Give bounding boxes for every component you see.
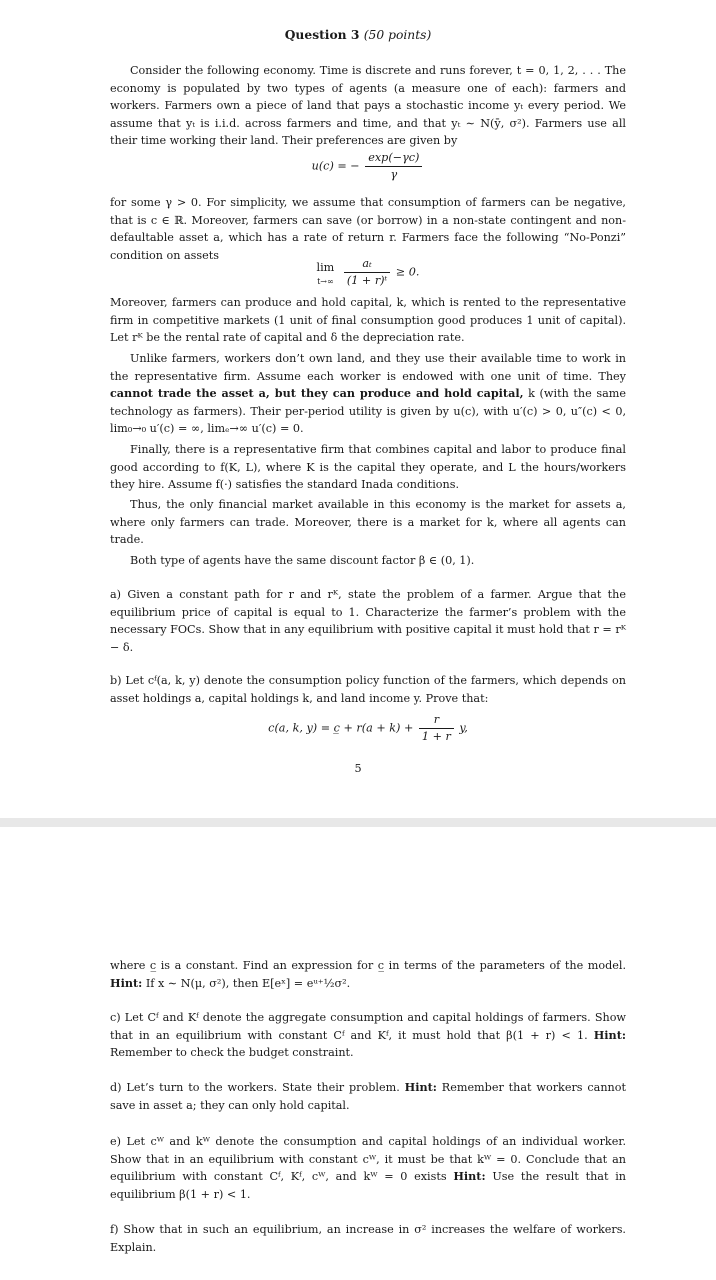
question-title [0, 26, 716, 45]
part-a: a) Given a constant path for r and rᴷ, state the problem of a farmer. Argue that the equilibrium price of capital is equal to 1. Characterize the farmer’s problem with the necessary FOCs. Show that in any equilibrium with positive capital it must hold that r = rᴷ − δ. [110, 588, 626, 654]
paragraph-markets: Thus, the only financial market available in this economy is the market for assets a, where only farmers can trade. Moreover, there is a market for k, where all agents can trade. [110, 498, 626, 547]
equation-utility [110, 150, 626, 183]
part-e-hint: Use the result that in equilibrium β(1 + r) < 1. [110, 1170, 626, 1201]
paragraph-discount: Both type of agents have the same discount factor β ∈ (0, 1). [130, 554, 475, 567]
page-separator [0, 818, 716, 827]
equation-consumption-numerator: r [419, 712, 454, 729]
part-d-hint: Remember that workers cannot save in asset a; they can only hold capital. [110, 1081, 626, 1112]
part-d [110, 1079, 626, 1114]
equation-consumption [110, 712, 626, 745]
page-2 [0, 827, 716, 1280]
equation-no-ponzi-rhs: ≥ 0. [395, 265, 420, 279]
paragraph-assets: for some γ > 0. For simplicity, we assume that consumption of farmers can be negative, that is c ∈ ℝ. Moreover, farmers can save (or borrow) in a non-state contingent and non-defaultable asset a, which has a rate of return r. Farmers face the following “No-Ponzi” condition on assets [110, 196, 626, 262]
limit-operator [317, 259, 335, 286]
equation-utility-lhs: u(c) = − [311, 159, 360, 173]
paragraph-workers-a: Unlike farmers, workers don’t own land, and they use their available time to work in the representative firm. Assume each worker is endowed with one unit of time. They [110, 352, 626, 383]
question-title-main: Question 3 [284, 27, 360, 42]
equation-consumption-denominator: 1 + r [421, 730, 451, 743]
part-c-text: c) Let Cᶠ and Kᶠ denote the aggregate consumption and capital holdings of farmers. Show that in an equilibrium with constant Cᶠ and Kᶠ, it must hold that β(1 + r) < 1. [110, 1011, 626, 1042]
part-e [110, 1133, 626, 1203]
page-number: 5 [354, 762, 362, 775]
part-c-hint-label: Hint: [593, 1027, 626, 1042]
paragraph-workers [110, 350, 626, 438]
equation-utility-numerator: exp(−γc) [365, 150, 422, 167]
paragraph-intro: Consider the following economy. Time is discrete and runs forever, t = 0, 1, 2, . . . The economy is populated by two types of agents (a measure one of each): farmers and workers. Farmers own a piece of land that pays a stochastic income yₜ every period. We assume that yₜ is i.i.d. across farmers and time, and that yₜ ∼ N(ȳ, σ²). Farmers use all their time working their land. Their preferences are given by [110, 64, 626, 148]
limit-label: lim [316, 261, 335, 275]
question-points: (50 points) [363, 28, 432, 42]
part-d-hint-label: Hint: [404, 1080, 437, 1094]
paragraph-workers-bold: cannot trade the asset a, but they can produce and hold capital, [110, 386, 524, 401]
equation-no-ponzi-denominator: (1 + r)ᵗ [346, 274, 388, 287]
equation-utility-fraction [365, 150, 422, 183]
paragraph-workers-c: k (with the same technology as farmers). Their per-period utility is given by u(c), with u′(c) > 0, u″(c) < 0, lim₀→₀ u′(c) = ∞, limₑ→∞ u′(c) = 0. [110, 387, 627, 436]
part-e-text: e) Let cᵂ and kᵂ denote the consumption and capital holdings of an individual worker. Show that in an equilibrium with constant cᵂ, it must be that kᵂ = 0. Conclude that an equilibrium with constant Cᶠ, Kᶠ, cᵂ, and kᵂ = 0 exists [110, 1135, 626, 1184]
equation-no-ponzi-numerator: aₜ [344, 256, 390, 273]
part-b-hint: If x ∼ N(μ, σ²), then E[eˣ] = eᵘ⁺½σ². [142, 976, 351, 990]
paragraph-firm: Finally, there is a representative firm that combines capital and labor to produce final good according to f(K, L), where K is the capital they operate, and L the hours/workers they hire. Assume f(·) satisfies the standard Inada conditions. [110, 443, 626, 492]
part-b-hint-label: Hint: [110, 975, 143, 990]
part-c [110, 1009, 626, 1062]
equation-no-ponzi [110, 256, 626, 289]
part-c-hint: Remember to check the budget constraint. [110, 1046, 354, 1060]
equation-consumption-fraction [419, 712, 454, 745]
part-b: b) Let cᶠ(a, k, y) denote the consumption policy function of the farmers, which depends on asset holdings a, capital holdings k, and land income y. Prove that: [110, 674, 626, 705]
paragraph-capital: Moreover, farmers can produce and hold capital, k, which is rented to the representative firm in competitive markets (1 unit of final consumption good produces 1 unit of capital). Let rᴷ be the rental rate of capital and δ the depreciation rate. [110, 296, 626, 345]
equation-consumption-lhs: c(a, k, y) = c̲ + r(a + k) + [268, 721, 414, 735]
part-b-continued-text: where c̲ is a constant. Find an expression for c̲ in terms of the parameters of the model. [110, 959, 626, 972]
part-f: f) Show that in such an equilibrium, an increase in σ² increases the welfare of workers. Explain. [110, 1223, 626, 1254]
equation-no-ponzi-fraction [344, 256, 390, 289]
part-e-hint-label: Hint: [453, 1169, 486, 1184]
equation-utility-denominator: γ [390, 168, 398, 181]
part-d-text: d) Let’s turn to the workers. State their problem. [110, 1081, 405, 1094]
equation-consumption-rhs: y, [459, 721, 468, 735]
limit-subscript: t→∞ [317, 276, 334, 286]
part-b-continued [110, 957, 626, 992]
